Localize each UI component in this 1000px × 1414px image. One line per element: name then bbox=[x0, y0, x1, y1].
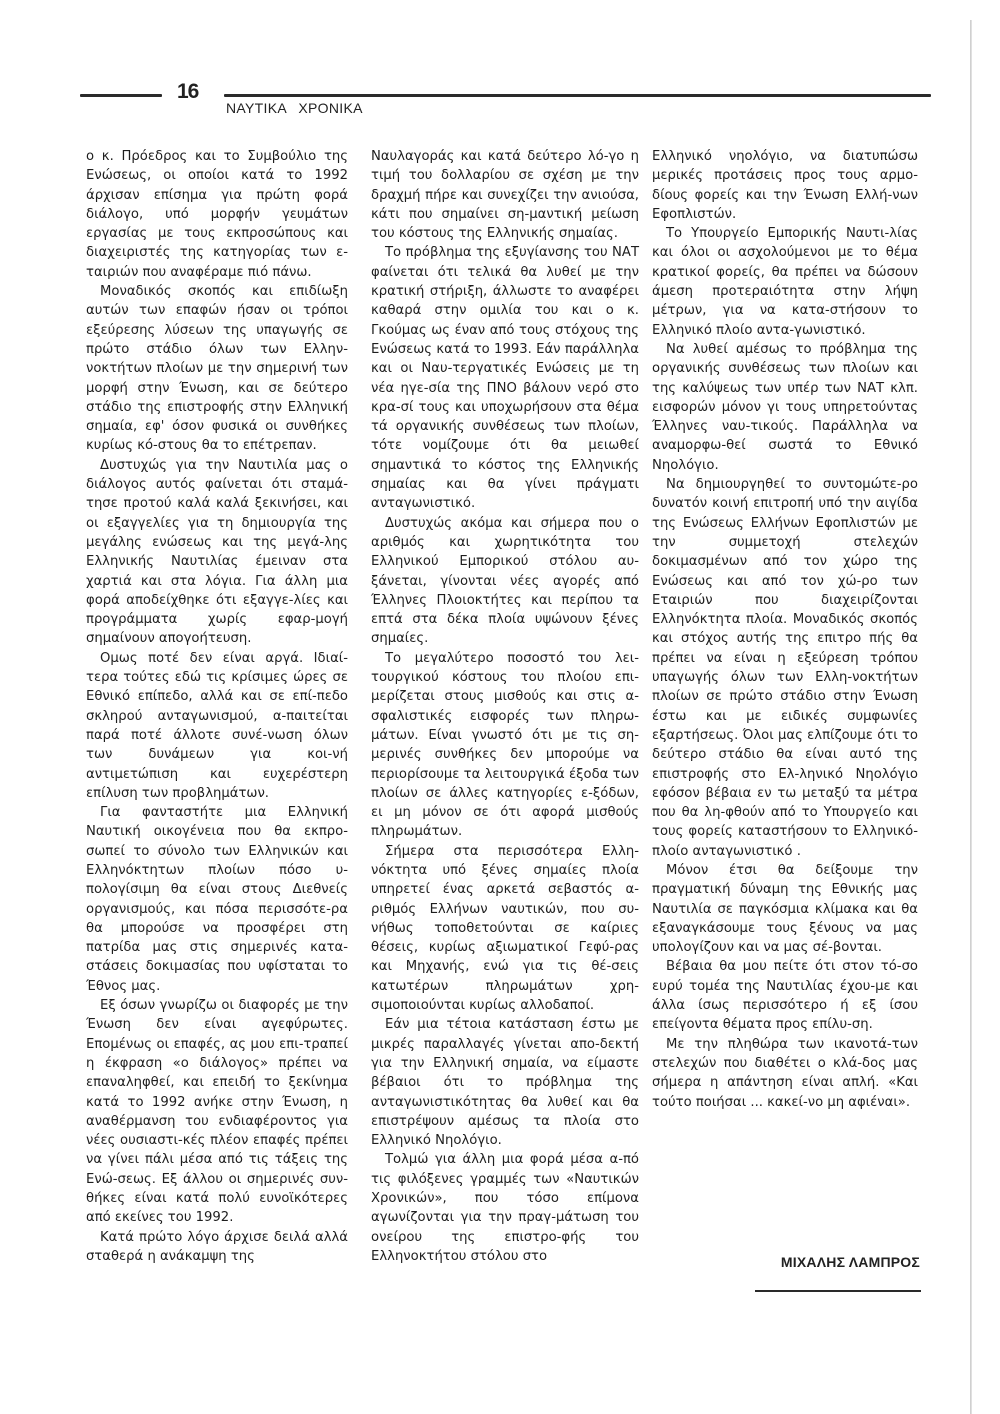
article-paragraph: Εξ όσων γνωρίζω οι διαφορές με την Ένωση δεν είναι αγεφύρωτες. Επομένως οι επαφές, ας μου επι-τραπεί η έκφραση «ο διάλογος» πρέπει να επαναληφθεί, και επειδή το ξεκίνημα κατά το 1992 ανήκε στην Ένωση, η αναθέρμανση του ενδιαφέροντος για νέες ουσιαστι-κές πλέον επαφές πρέπει να γίνει πάλι μέσα από τις τάξεις της Ενώ-σεως. Εξ άλλου οι σημερινές συν-θήκες είναι κατά πολύ ευνοϊκότερες από εκείνες του 1992. bbox=[86, 998, 348, 1226]
article-paragraph: Δυστυχώς ακόμα και σήμερα που ο αριθμός και χωρητικότητα του Ελληνικού Εμπορικού στόλου αυ-ξάνεται, γίνονται νέες αγορές από Έλληνες Πλοιοκτήτες και περίπου τα επτά στα δέκα πλοία υψώνουν ξένες σημαίες. bbox=[371, 515, 639, 647]
article-column-2 bbox=[371, 147, 639, 1266]
article-paragraph: Εάν μια τέτοια κατάσταση έστω με μικρές παραλλαγές γίνεται απο-δεκτή για την Ελληνική σημαία, να είμαστε βέβαιοι ότι το πρόβλημα της ανταγωνιστικότητας θα λυθεί και θα επιστρέψουν αμέσως τα πλοία στο Ελληνικό Νηολόγιο. bbox=[371, 1017, 639, 1149]
article-paragraph: Τολμώ για άλλη μια φορά μέσα α-πό τις φιλόξενες γραμμές των «Ναυτικών Χρονικών», που τόσο επίμονα αγωνίζονται για την πραγ-μάτωση του ονείρου της επιστρο-φής του Ελληνοκτήτου στόλου στο bbox=[371, 1152, 639, 1264]
article-column-3 bbox=[652, 147, 918, 1112]
publication-title: ΝΑΥΤΙΚΑ ΧΡΟΝΙΚΑ bbox=[226, 100, 363, 116]
article-paragraph: Ελληνικό νηολόγιο, να διατυπώσω μερικές προτάσεις προς τους αρμο-δίους φορείς και την Ένωση Ελλή-νων Εφοπλιστών. bbox=[652, 149, 918, 222]
article-paragraph: Κατά πρώτο λόγο άρχισε δειλά αλλά σταθερά η ανάκαμψη της bbox=[86, 1229, 348, 1264]
header-rule-left bbox=[80, 94, 162, 97]
article-paragraph: Μοναδικός σκοπός και επιδίωξη αυτών των επαφών ήσαν οι τρόποι εξεύρεσης λύσεων της υπαγωγής σε πρώτο στάδιο όλων των Ελλην-νοκτήτων πλοίων με την σημερινή των μορφή στην Ένωση, και σε δεύτερο στάδιο της επιστροφής στην Ελληνική σημαία, εφ' όσον φυσικά οι συνθήκες κυρίως κό-στους θα το επέτρεπαν. bbox=[86, 284, 348, 454]
signature-rule bbox=[755, 1290, 921, 1292]
article-paragraph: Σήμερα στα περισσότερα Ελλη-νόκτητα υπό ξένες σημαίες πλοία υπηρετεί ένας αρκετά σεβαστός α-ριθμός Ελλήνων ναυτικών, που συ-νήθως τοποθετούνται σε καίριες θέσεις, κυρίως αξιωματικοί Γεφύ-ρας και Μηχανής, ενώ για τις θέ-σεις κατωτέρων πληρωμάτων χρη-σιμοποιούνται κυρίως αλλοδαποί. bbox=[371, 843, 639, 1014]
article-paragraph: Για φανταστήτε μια Ελληνική Ναυτική οικογένεια που θα εκπρο-σωπεί το σύνολο των Ελληνικών και Ελληνόκτητων πλοίων πόσο υ-πολογίσιμη θα είναι στους Διεθνείς οργανισμούς, και πόσα περισσότε-ρα θα μπορούσε να προσφέρει στη πατρίδα μας στις σημερινές κατα-στάσεις δοκιμασίας που υφίσταται το Έθνος μας. bbox=[86, 805, 348, 994]
article-column-1 bbox=[86, 147, 348, 1266]
article-paragraph: Μόνον έτσι θα δείξουμε την πραγματική δύναμη της Εθνικής μας Ναυτιλία σε παγκόσμια κλίμακα και θα εξαναγκάσουμε τους ξένους να μας υπολογίζουν και να μας σέ-βονται. bbox=[652, 862, 918, 956]
article-paragraph: Να δημιουργηθεί το συντομώτε-ρο δυνατόν κοινή επιτροπή υπό την αιγίδα της Ενώσεως Ελλήνων Εφοπλιστών με την συμμετοχή στελεχών δοκιμασμένων από τον χώρο της Ενώσεως και από τον χώ-ρο των Εταιριών που διαχειρίζονται Ελληνόκτητα πλοία. Μοναδικός σκοπός και στόχος αυτής της επιτρο πής θα πρέπει να είναι η εξεύρεση τρόπου υπαγωγής όλων των Ελλη-νοκτήτων πλοίων σε πρώτο στάδιο στην Ένωση έστω και με ειδικές συμφωνίες εξαρτήσεως. Όλοι μας ελπίζουμε ότι το δεύτερο στάδιο θα είναι αυτό της επιστροφής στο Ελ-ληνικό Νηολόγιο εφόσον βέβαια εν τω μεταξύ τα μέτρα που θα λη-φθούν από το Υπουργείο και τους φορείς καταστήσουν το Ελληνικό-πλοίο ανταγωνιστικό . bbox=[652, 477, 918, 859]
author-signature: ΜΙΧΑΛΗΣ ΛΑΜΠΡΟΣ bbox=[780, 1254, 920, 1270]
article-paragraph: ο κ. Πρόεδρος και το Συμβούλιο της Ενώσεως, οι οποίοι κατά το 1992 άρχισαν επίσημα για πρώτη φορά διάλογο, υπό μορφήν γευμάτων εργασίας με τους εκπροσώπους και διαχειριστές της κατηγορίας των ε-ταιριών που αναφέραμε πιό πάνω. bbox=[86, 149, 348, 280]
header-rule-right bbox=[224, 94, 931, 97]
page-edge-shadow bbox=[970, 20, 972, 1414]
article-paragraph: Το Υπουργείο Εμπορικής Ναυτι-λίας και όλοι οι ασχολούμενοι με το θέμα κρατικοί φορείς, θα πρέπει να δώσουν άμεση προτεραιότητα στην λήψη μέτρων, για να κατα-στήσουν το Ελληνικό πλοίο αντα-γωνιστικό. bbox=[652, 226, 918, 338]
article-paragraph: Βέβαια θα μου πείτε ότι στον τό-σο ευρύ τομέα της Ναυτιλίας έχου-με και άλλα ίσως περισσότερο ή εξ ίσου επείγοντα θέματα προς επίλυ-ση. bbox=[652, 959, 918, 1033]
page-number: 16 bbox=[177, 80, 199, 103]
article-paragraph: Να λυθεί αμέσως το πρόβλημα της οργανικής συνθέσεως των πλοίων και της καλύψεως των υπέρ των ΝΑΤ κλπ. εισφορών μόνον γι τους υπηρετούντας Έλληνες ναυ-τικούς. Παράλληλα να αναμορφω-θεί σωστά το Εθνικό Νηολόγιο. bbox=[652, 341, 918, 473]
article-paragraph: Δυστυχώς για την Ναυτιλία μας ο διάλογος αυτός φαίνεται ότι σταμά-τησε προτού καλά καλά ξεκινήσει, και οι εξαγγελίες για τη δημιουργία της μεγάλης ενώσεως και της μεγά-λης Ελληνικής Ναυτιλίας έμειναν στα χαρτιά και στα λόγια. Για άλλη μια φορά αποδείχθηκε ότι εξαγγε-λίες και προγράμματα χωρίς εφαρ-μογή σημαίνουν απογοήτευση. bbox=[86, 457, 348, 647]
running-header bbox=[0, 80, 1000, 124]
article-paragraph: Ναυλαγοράς και κατά δεύτερο λό-γο η τιμή του δολλαρίου σε σχέση με την δραχμή πήρε και συνεχίζει την ανιούσα, κάτι που σημαίνει ση-μαντική μείωση του κόστους της Ελληνικής σημαίας. bbox=[371, 149, 639, 242]
article-paragraph: Ομως ποτέ δεν είναι αργά. Ιδιαί-τερα τούτες εδώ τις κρίσιμες ώρες σε Εθνικό επίπεδο, αλλά και σε επί-πεδο σκληρού ανταγωνισμού, α-παιτείται παρά ποτέ άλλοτε συνέ-νωση όλων των δυνάμεων για κοι-νή αντιμετώπιση και ευχερέστερη επίλυση των προβλημάτων. bbox=[86, 650, 348, 801]
article-paragraph: Το μεγαλύτερο ποσοστό του λει-τουργικού κόστους του πλοίου επι-μερίζεται στους μισθούς και στις α-σφαλιστικές εισφορές των πληρω-μάτων. Είναι γνωστό ότι με τις ση-μερινές συνθήκες δεν μπορούμε να περιορίσουμε τα λειτουργικά έξοδα των πλοίων σε άλλες κατηγορίες ε-ξόδων, ει μη μόνον σε ότι αφορά μισθούς πληρωμάτων. bbox=[371, 650, 639, 840]
article-paragraph: Με την πληθώρα των ικανοτά-των στελεχών που διαθέτει ο κλά-δος μας σήμερα η απάντηση είναι απλή. «Και τούτο ποιήσαι ... κακεί-νο μη αφιέναι». bbox=[652, 1036, 918, 1110]
article-paragraph: Το πρόβλημα της εξυγίανσης του ΝΑΤ φαίνεται ότι τελικά θα λυθεί με την κρατική στήριξη, άλλωστε το αναφέρει καθαρά στην ομιλία του και ο κ. Γκούμας ως έναν από τους στόχους της Ενώσεως κατά το 1993. Εάν παράλληλα και οι Ναυ-τεργατικές Ενώσεις με τη νέα ηγε-σία της ΠΝΟ βάλουν νερό στο κρα-σί τους και υποχωρήσουν στα θέμα τά οργανικής συνθέσεως των πλοίων, τότε νομίζουμε ότι θα μειωθεί σημαντικά το κόστος της Ελληνικής σημαίας και θα γίνει πράγματι ανταγωνιστικό. bbox=[371, 245, 639, 512]
